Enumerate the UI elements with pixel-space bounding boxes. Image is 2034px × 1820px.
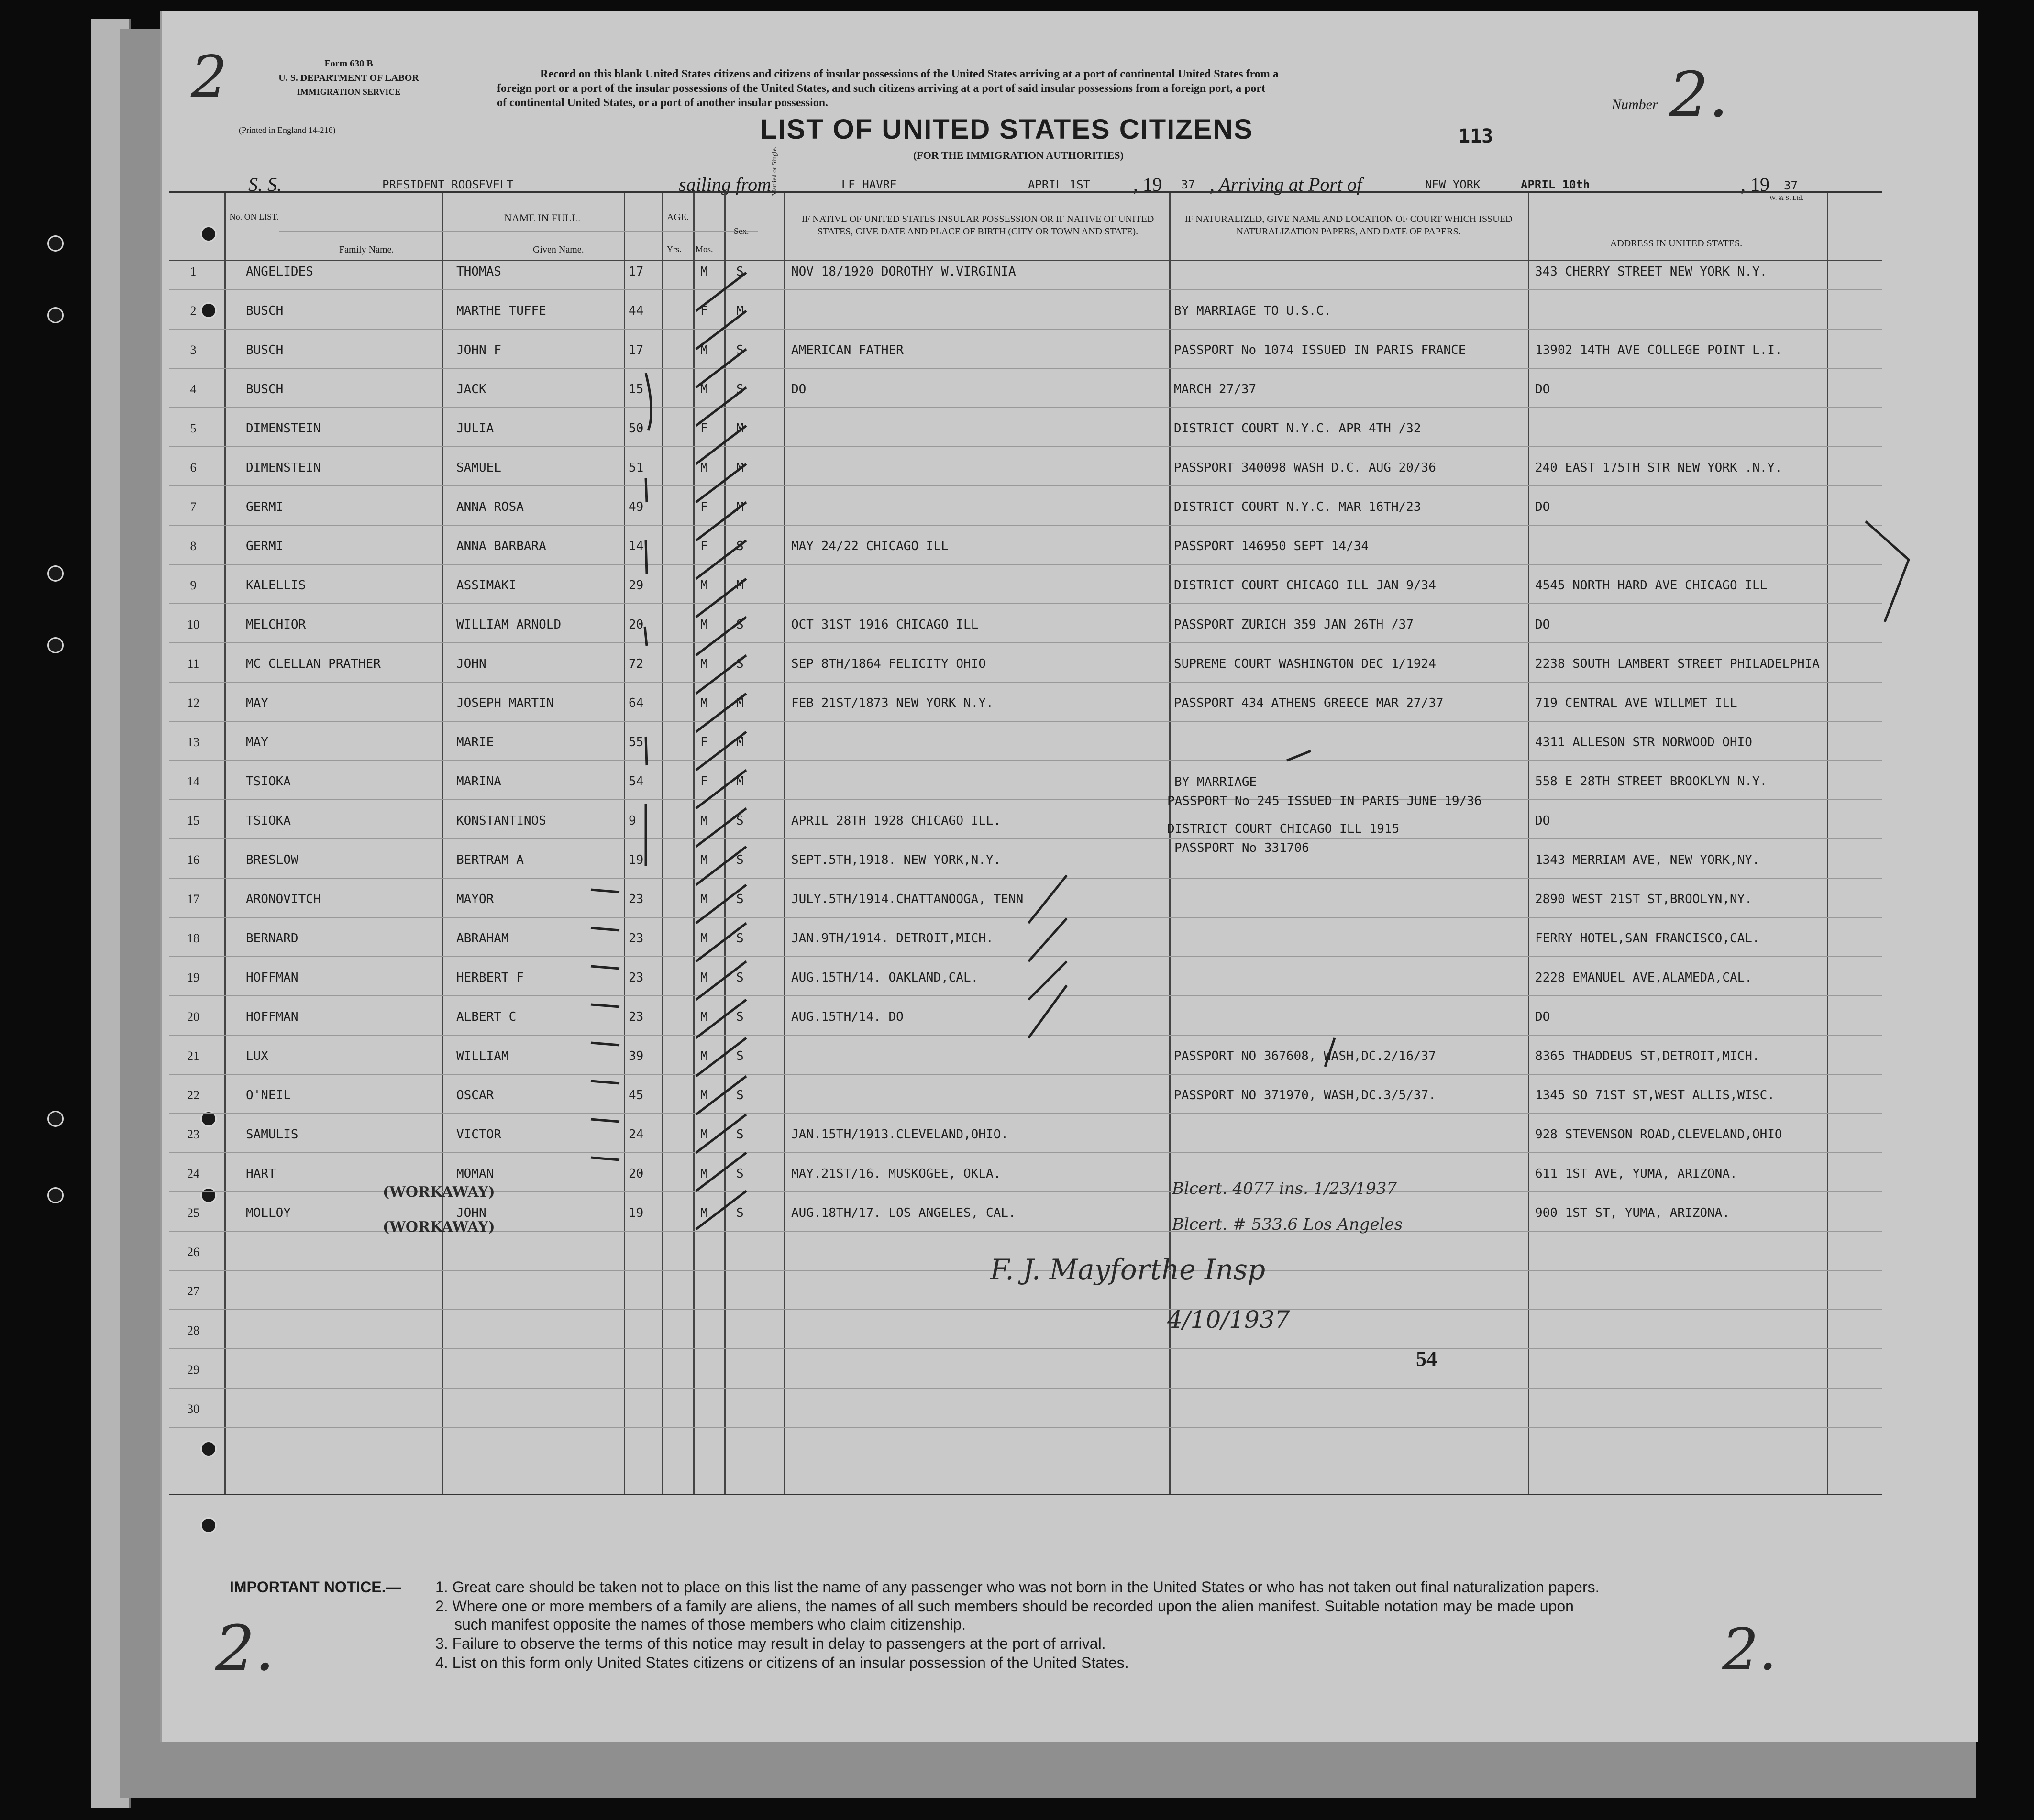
year-label-2: , 19 [1741, 174, 1769, 195]
header-mos: Mos. [696, 244, 713, 254]
cell-ms: S [736, 382, 744, 397]
cell-family: MAY [246, 735, 268, 750]
row-number: 21 [187, 1049, 199, 1063]
header-no: No. ON LIST. [229, 212, 279, 221]
cell-address: 343 CHERRY STREET NEW YORK N.Y. [1535, 265, 1768, 279]
cell-age: 23 [629, 1010, 644, 1024]
row-number: 24 [187, 1167, 199, 1180]
cell-ms: S [736, 1206, 744, 1220]
cell-age: 20 [629, 618, 644, 632]
cell-address: 8365 THADDEUS ST,DETROIT,MICH. [1535, 1049, 1760, 1063]
cell-ms: S [736, 892, 744, 906]
cell-family: BERNARD [246, 931, 298, 946]
cell-nat: DISTRICT COURT N.Y.C. MAR 16TH/23 [1174, 500, 1421, 514]
notice-item-2: 2. Where one or more members of a family are aliens, the names of all such members should be recorded upon the alien manifest. Suitable notation may be made upon [435, 1598, 1574, 1615]
row-number: 3 [190, 343, 197, 357]
cell-age: 49 [629, 500, 644, 514]
cell-age: 14 [629, 539, 644, 553]
cell-sex: M [700, 1010, 708, 1024]
department: U. S. DEPARTMENT OF LABOR [278, 73, 419, 83]
cell-sex: F [700, 774, 708, 789]
row-number: 8 [190, 539, 197, 553]
row-number: 15 [187, 814, 199, 827]
notice-item-2-cont: such manifest opposite the names of those members who claim citizenship. [454, 1616, 966, 1633]
row-number: 28 [187, 1324, 199, 1337]
cell-ms: S [736, 1127, 744, 1142]
cell-nat: BY MARRIAGE TO U.S.C. [1174, 304, 1331, 318]
cell-family: ANGELIDES [246, 265, 313, 279]
cell-nat: PASSPORT ZURICH 359 JAN 26TH /37 [1174, 618, 1414, 632]
row-number: 6 [190, 461, 197, 474]
cell-sex: M [700, 657, 708, 671]
row-number: 13 [187, 735, 199, 749]
row-number: 23 [187, 1127, 199, 1141]
workaway-label: (WORKAWAY) [383, 1219, 495, 1235]
cell-ms: S [736, 343, 744, 357]
cell-address: 13902 14TH AVE COLLEGE POINT L.I. [1535, 343, 1782, 357]
cell-address: 4545 NORTH HARD AVE CHICAGO ILL [1535, 578, 1768, 593]
cell-given: JACK [456, 382, 486, 397]
row-number: 16 [187, 853, 199, 867]
list-title: LIST OF UNITED STATES CITIZENS [760, 114, 1253, 145]
cell-age: 20 [629, 1167, 644, 1181]
cell-sex: M [700, 1167, 708, 1181]
header-naturalized: IF NATURALIZED, GIVE NAME AND LOCATION OF COURT WHICH ISSUED NATURALIZATION PAPERS, AND DATE OF PAPERS. [1184, 214, 1513, 237]
notice-item-1: 1. Great care should be taken not to place on this list the name of any passenger who was not born in the United States or who has not taken out final naturalization papers. [435, 1578, 1600, 1596]
cell-sex: M [700, 853, 708, 867]
cell-given: MARTHE TUFFE [456, 304, 546, 318]
cell-address: DO [1535, 814, 1550, 828]
row-number: 25 [187, 1206, 199, 1220]
cell-nat: PASSPORT No 1074 ISSUED IN PARIS FRANCE [1174, 343, 1466, 357]
cell-age: 64 [629, 696, 644, 710]
cell-family: MOLLOY [246, 1206, 291, 1220]
cell-nat: DISTRICT COURT N.Y.C. APR 4TH /32 [1174, 421, 1421, 436]
row-number: 20 [187, 1010, 199, 1024]
cell-given: ANNA BARBARA [456, 539, 546, 553]
cell-family: ARONOVITCH [246, 892, 321, 906]
sailing-label: sailing from [679, 174, 771, 195]
cell-age: 51 [629, 461, 644, 475]
cell-given: KONSTANTINOS [456, 814, 546, 828]
cell-sex: M [700, 265, 708, 279]
cell-age: 24 [629, 1127, 644, 1142]
cell-age: 45 [629, 1088, 644, 1103]
cell-address: DO [1535, 500, 1550, 514]
cell-nat: PASSPORT 434 ATHENS GREECE MAR 27/37 [1174, 696, 1444, 710]
arriving-label: , Arriving at Port of [1210, 174, 1362, 195]
cell-address: 4311 ALLESON STR NORWOOD OHIO [1535, 735, 1752, 750]
cell-family: HOFFMAN [246, 971, 298, 985]
cell-given: OSCAR [456, 1088, 494, 1103]
cell-ms: M [736, 421, 744, 436]
cell-ms: S [736, 265, 744, 279]
ship-name: PRESIDENT ROOSEVELT [382, 178, 514, 191]
cell-address: 1343 MERRIAM AVE, NEW YORK,NY. [1535, 853, 1760, 867]
cell-birth: SEP 8TH/1864 FELICITY OHIO [791, 657, 986, 671]
cell-age: 44 [629, 304, 644, 318]
header-yrs: Yrs. [667, 244, 682, 254]
header-family: Family Name. [339, 244, 394, 255]
cell-given: MOMAN [456, 1167, 494, 1181]
row-number: 17 [187, 892, 199, 906]
cell-sex: M [700, 578, 708, 593]
inspector-date: 4/10/1937 [1167, 1306, 1290, 1334]
cell-address: DO [1535, 1010, 1550, 1024]
cell-ms: S [736, 814, 744, 828]
row-number: 1 [190, 265, 197, 278]
cell-sex: F [700, 421, 708, 436]
page-number: 54 [1416, 1347, 1437, 1370]
cell-address: DO [1535, 382, 1550, 397]
intro-line-2: foreign port or a port of the insular possessions of the United States, and such citizens arriving at a port of said insular possessions from a foreign port, a port [497, 82, 1266, 95]
cell-ms: S [736, 931, 744, 946]
cell-given: BERTRAM A [456, 853, 524, 867]
cell-sex: F [700, 304, 708, 318]
bottom-mark-right: 2. [1722, 1617, 1777, 1683]
cell-birth: AUG.18TH/17. LOS ANGELES, CAL. [791, 1206, 1016, 1220]
cell-age: 39 [629, 1049, 644, 1063]
arrival-date: APRIL 10th [1521, 178, 1590, 191]
row-number: 11 [187, 657, 199, 671]
cell-ms: M [736, 774, 744, 789]
cell-sex: M [700, 1127, 708, 1142]
header-native: IF NATIVE OF UNITED STATES INSULAR POSSESSION OR IF NATIVE OF UNITED STATES, GIVE DATE AND PLACE OF BIRTH (CITY OR TOWN AND STATE). [801, 214, 1154, 237]
cell-family: GERMI [246, 539, 284, 553]
cell-sex: M [700, 343, 708, 357]
cell-given: WILLIAM [456, 1049, 509, 1063]
cell-family: MC CLELLAN PRATHER [246, 657, 381, 671]
row-number: 7 [190, 500, 197, 514]
cell-family: BUSCH [246, 343, 284, 357]
cell-nat: SUPREME COURT WASHINGTON DEC 1/1924 [1174, 657, 1436, 671]
printed-note: (Printed in England 14-216) [239, 125, 336, 135]
workaway-label: (WORKAWAY) [383, 1184, 495, 1201]
row-number: 10 [187, 618, 199, 631]
cell-family: DIMENSTEIN [246, 421, 321, 436]
header-address: ADDRESS IN UNITED STATES. [1610, 238, 1743, 249]
cell-ms: S [736, 539, 744, 553]
cell-family: BUSCH [246, 304, 284, 318]
notice-item-3: 3. Failure to observe the terms of this notice may result in delay to passengers at the port of arrival. [435, 1635, 1106, 1652]
ss-label: S. S. [248, 174, 282, 195]
stamp-number: 113 [1459, 125, 1493, 147]
cell-given: JOSEPH MARTIN [456, 696, 554, 710]
cell-age: 29 [629, 578, 644, 593]
cell-address: 2238 SOUTH LAMBERT STREET PHILADELPHIA [1535, 657, 1820, 671]
cell-ms: S [736, 1088, 744, 1103]
cell-family: BRESLOW [246, 853, 298, 867]
cell-age: 9 [629, 814, 636, 828]
cell-sex: M [700, 892, 708, 906]
cell-ms: M [736, 461, 744, 475]
note-by-marriage: BY MARRIAGE [1174, 775, 1257, 789]
cell-birth: FEB 21ST/1873 NEW YORK N.Y. [791, 696, 994, 710]
note-passport-tsioka: PASSPORT No 331706 [1174, 841, 1309, 855]
notice-heading: IMPORTANT NOTICE.— [230, 1578, 401, 1596]
cell-given: MARINA [456, 774, 501, 789]
cell-given: JOHN [456, 657, 486, 671]
cell-sex: F [700, 500, 708, 514]
cell-age: 19 [629, 853, 644, 867]
cell-nat: MARCH 27/37 [1174, 382, 1257, 397]
cell-birth: DO [791, 382, 807, 397]
cell-address: 1345 SO 71ST ST,WEST ALLIS,WISC. [1535, 1088, 1775, 1103]
year-1: 37 [1181, 178, 1195, 191]
cell-birth: AUG.15TH/14. OAKLAND,CAL. [791, 971, 979, 985]
cell-sex: M [700, 696, 708, 710]
note-passport-may: PASSPORT No 245 ISSUED IN PARIS JUNE 19/36 [1167, 794, 1482, 808]
cell-address: FERRY HOTEL,SAN FRANCISCO,CAL. [1535, 931, 1760, 946]
cell-family: MELCHIOR [246, 618, 306, 632]
cell-ms: M [736, 735, 744, 750]
cell-age: 15 [629, 382, 644, 397]
row-number: 29 [187, 1363, 199, 1377]
cell-ms: S [736, 971, 744, 985]
header-given: Given Name. [533, 244, 584, 255]
cell-given: JOHN [456, 1206, 486, 1220]
cell-birth: JAN.15TH/1913.CLEVELAND,OHIO. [791, 1127, 1008, 1142]
cell-sex: M [700, 618, 708, 632]
header-age: AGE. [667, 212, 689, 222]
notice-item-4: 4. List on this form only United States citizens or citizens of an insular possession of the United States. [435, 1654, 1129, 1671]
cell-given: JULIA [456, 421, 494, 436]
cell-sex: M [700, 814, 708, 828]
cell-family: SAMULIS [246, 1127, 298, 1142]
intro-line-3: of continental United States, or a port of another insular possession. [497, 97, 829, 109]
cell-sex: M [700, 971, 708, 985]
cell-given: MAYOR [456, 892, 494, 906]
cell-sex: M [700, 382, 708, 397]
cell-age: 23 [629, 892, 644, 906]
number-label: Number [1612, 97, 1658, 112]
cell-sex: M [700, 1049, 708, 1063]
cell-address: 900 1ST ST, YUMA, ARIZONA. [1535, 1206, 1730, 1220]
cell-given: ALBERT C [456, 1010, 517, 1024]
cell-family: HART [246, 1167, 276, 1181]
cell-nat: PASSPORT NO 371970, WASH,DC.3/5/37. [1174, 1088, 1436, 1103]
cell-address: 611 1ST AVE, YUMA, ARIZONA. [1535, 1167, 1737, 1181]
cell-given: JOHN F [456, 343, 501, 357]
cell-ms: S [736, 657, 744, 671]
cell-sex: F [700, 539, 708, 553]
cell-age: 23 [629, 971, 644, 985]
corner-page-mark: 2 [191, 44, 228, 110]
arrival-port: NEW YORK [1425, 178, 1481, 191]
cell-ms: S [736, 1010, 744, 1024]
cell-address: 2890 WEST 21ST ST,BROOLYN,NY. [1535, 892, 1752, 906]
cell-birth: NOV 18/1920 DOROTHY W.VIRGINIA [791, 265, 1016, 279]
row-number: 19 [187, 971, 199, 984]
cell-family: HOFFMAN [246, 1010, 298, 1024]
cell-ms: M [736, 304, 744, 318]
cell-birth: SEPT.5TH,1918. NEW YORK,N.Y. [791, 853, 1001, 867]
year-label-1: , 19 [1133, 174, 1162, 195]
cell-nat: PASSPORT NO 367608, WASH,DC.2/16/37 [1174, 1049, 1436, 1063]
row-number: 9 [190, 578, 197, 592]
cell-given: MARIE [456, 735, 494, 750]
cell-family: DIMENSTEIN [246, 461, 321, 475]
cell-ms: S [736, 618, 744, 632]
cell-sex: M [700, 1088, 708, 1103]
cell-birth: AUG.15TH/14. DO [791, 1010, 904, 1024]
cell-family: O'NEIL [246, 1088, 291, 1103]
cell-nat: PASSPORT 146950 SEPT 14/34 [1174, 539, 1369, 553]
cell-address: 928 STEVENSON ROAD,CLEVELAND,OHIO [1535, 1127, 1782, 1142]
cell-birth: JAN.9TH/1914. DETROIT,MICH. [791, 931, 994, 946]
inspector-signature: F. J. Mayforthe Insp [990, 1253, 1266, 1286]
cell-address: 2228 EMANUEL AVE,ALAMEDA,CAL. [1535, 971, 1752, 985]
row-number: 5 [190, 421, 197, 435]
list-subtitle: (FOR THE IMMIGRATION AUTHORITIES) [913, 149, 1124, 161]
cell-family: BUSCH [246, 382, 284, 397]
header-name: NAME IN FULL. [504, 212, 581, 224]
cell-given: ABRAHAM [456, 931, 509, 946]
row-number: 14 [187, 774, 199, 788]
row-number: 22 [187, 1088, 199, 1102]
intro-line-1: Record on this blank United States citizens and citizens of insular possessions of the United States arriving at a port of continental United States from a [540, 68, 1279, 80]
cell-address: 240 EAST 175TH STR NEW YORK .N.Y. [1535, 461, 1782, 475]
cell-birth: JULY.5TH/1914.CHATTANOOGA, TENN [791, 892, 1024, 906]
cell-age: 72 [629, 657, 644, 671]
cell-nat: PASSPORT 340098 WASH D.C. AUG 20/36 [1174, 461, 1436, 475]
cell-age: 17 [629, 343, 644, 357]
cell-age: 55 [629, 735, 644, 750]
service: IMMIGRATION SERVICE [297, 87, 401, 97]
cell-given: THOMAS [456, 265, 501, 279]
cell-address: 558 E 28TH STREET BROOKLYN N.Y. [1535, 774, 1768, 789]
cell-given: ASSIMAKI [456, 578, 517, 593]
cell-age: 17 [629, 265, 644, 279]
cell-given: SAMUEL [456, 461, 501, 475]
cell-family: GERMI [246, 500, 284, 514]
handwritten-cert-2: Blcert. # 533.6 Los Angeles [1172, 1215, 1403, 1234]
cell-family: LUX [246, 1049, 268, 1063]
note-court-tsioka: DISTRICT COURT CHICAGO ILL 1915 [1167, 822, 1400, 836]
sailing-port: LE HAVRE [841, 178, 897, 191]
cell-age: 54 [629, 774, 644, 789]
cell-given: VICTOR [456, 1127, 501, 1142]
cell-birth: MAY.21ST/16. MUSKOGEE, OKLA. [791, 1167, 1001, 1181]
row-number: 30 [187, 1402, 199, 1416]
cell-birth: AMERICAN FATHER [791, 343, 904, 357]
cell-family: KALELLIS [246, 578, 306, 593]
header-sex: Sex. [734, 226, 749, 236]
cell-birth: MAY 24/22 CHICAGO ILL [791, 539, 949, 553]
handwritten-cert-1: Blcert. 4077 ins. 1/23/1937 [1172, 1179, 1397, 1198]
cell-given: WILLIAM ARNOLD [456, 618, 562, 632]
bottom-mark-left: 2. [215, 1612, 275, 1685]
cell-sex: F [700, 735, 708, 750]
row-number: 26 [187, 1245, 199, 1259]
cell-sex: M [700, 931, 708, 946]
cell-family: MAY [246, 696, 268, 710]
row-number: 18 [187, 931, 199, 945]
cell-nat: DISTRICT COURT CHICAGO ILL JAN 9/34 [1174, 578, 1436, 593]
cell-address: DO [1535, 618, 1550, 632]
cell-age: 23 [629, 931, 644, 946]
header-married: Married or Single. [771, 146, 778, 196]
cell-given: HERBERT F [456, 971, 524, 985]
cell-address: 719 CENTRAL AVE WILLMET ILL [1535, 696, 1737, 710]
list-number: 2. [1669, 58, 1729, 131]
sailing-date: APRIL 1ST [1028, 178, 1091, 191]
cell-age: 19 [629, 1206, 644, 1220]
cell-family: TSIOKA [246, 774, 291, 789]
cell-ms: M [736, 578, 744, 593]
cell-ms: S [736, 853, 744, 867]
row-number: 12 [187, 696, 199, 710]
cell-ms: S [736, 1049, 744, 1063]
cell-ms: S [736, 1167, 744, 1181]
cell-sex: M [700, 461, 708, 475]
cell-birth: APRIL 28TH 1928 CHICAGO ILL. [791, 814, 1001, 828]
row-number: 4 [190, 382, 197, 396]
cell-family: TSIOKA [246, 814, 291, 828]
row-number: 2 [190, 304, 197, 318]
cell-sex: M [700, 1206, 708, 1220]
year-2: 37 [1784, 179, 1798, 192]
cell-birth: OCT 31ST 1916 CHICAGO ILL [791, 618, 979, 632]
form-number: Form 630 B [324, 58, 373, 69]
row-number: 27 [187, 1284, 199, 1298]
cell-ms: M [736, 696, 744, 710]
cell-age: 50 [629, 421, 644, 436]
cell-given: ANNA ROSA [456, 500, 524, 514]
printer-mark: W. & S. Ltd. [1769, 195, 1804, 202]
cell-ms: M [736, 500, 744, 514]
